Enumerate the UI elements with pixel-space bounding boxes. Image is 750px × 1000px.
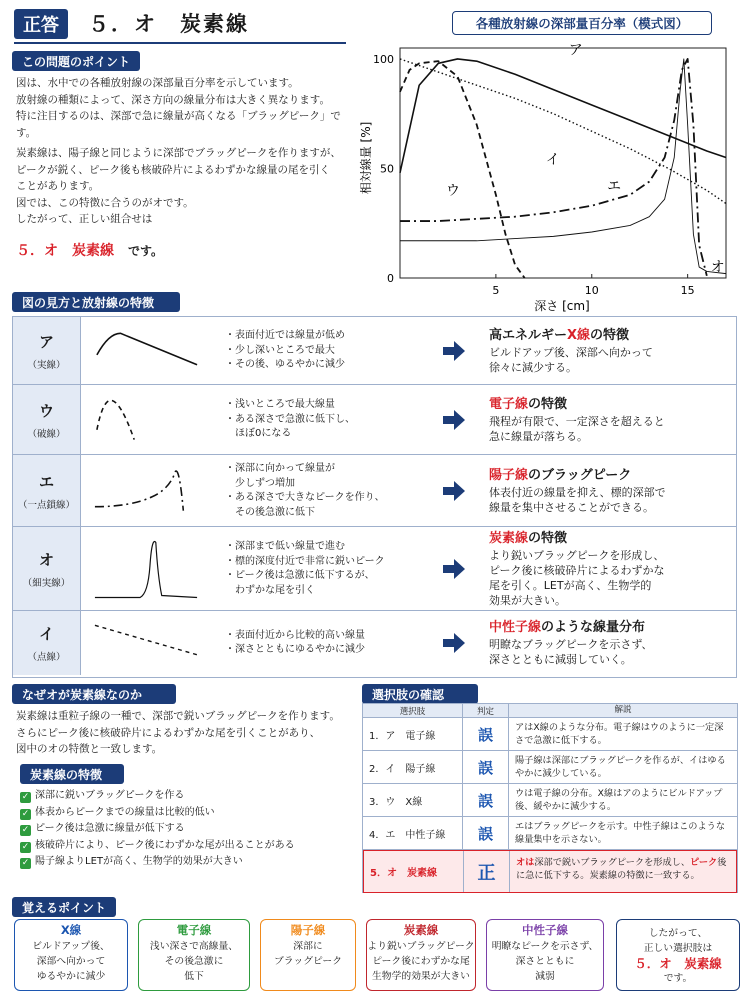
x-tick-label: 5 <box>492 284 500 297</box>
guide-result: 陽子線のブラッグピーク 体表付近の線量を抑え、標的深部で 線量を集中させることができる。 <box>489 467 666 514</box>
curve-sample-icon <box>91 391 201 449</box>
feature-item: ✓ 体表からピークまでの線量は比較的低い <box>21 806 215 819</box>
guide-label: オ （細実線） <box>13 527 81 610</box>
guide-label: イ （点線） <box>13 611 81 675</box>
choice-row: 2．イ 陽子線 誤 陽子線は深部にブラッグピークを作るが、イはゆるやかに減少している。 <box>363 751 737 784</box>
x-tick-label: 15 <box>680 284 695 297</box>
guide-bullets: ・表面付近から比較的高い線量 ・深さとともにゆるやかに減少 <box>225 629 365 655</box>
x-tick-label: 10 <box>584 284 599 297</box>
point-tab: この問題のポイント <box>12 51 140 71</box>
guide-bullets: ・深部まで低い線量で進む ・標的深度付近で非常に鋭いピーク ・ピーク後は急激に低下するが、 わずかな尾を引く <box>225 541 385 596</box>
arrow-right-icon <box>443 633 465 653</box>
y-tick-label: 100 <box>373 52 394 66</box>
series-label: イ <box>545 152 560 169</box>
series-label: オ <box>710 259 725 276</box>
curve-sample-icon <box>91 536 201 602</box>
y-tick-label: 0 <box>387 272 394 285</box>
guide-result: 炭素線の特徴 より鋭いブラッグピークを形成し、 ピーク後に核破砕片によるわずかな 尾を引く。LETが高く、生物学的 効果が大きい。 <box>489 530 665 607</box>
remember-box: 電子線 浅い深さで高線量、 その後急激に 低下 <box>138 919 250 991</box>
remember-box: 炭素線 より鋭いブラッグピーク ピーク後にわずかな尾 生物学的効果が大きい <box>366 919 476 991</box>
remember-box: 中性子線 明瞭なピークを示さず、 深さとともに 減弱 <box>486 919 604 991</box>
page-title: ５．オ 炭素線 <box>88 12 249 36</box>
dose-chart <box>352 40 742 318</box>
guide-label: エ （一点鎖線） <box>13 455 81 526</box>
plot-frame <box>400 48 726 278</box>
series-label: ア <box>568 42 583 59</box>
guide-table <box>12 316 737 678</box>
series-label: ウ <box>446 182 461 199</box>
feature-item: ✓ 陽子線よりLETが高く、生物学的効果が大きい <box>21 856 243 868</box>
feature-item: ✓ ピーク後は急激に線量が低下する <box>21 823 185 835</box>
guide-row <box>13 527 736 611</box>
guide-result: 中性子線のような線量分布 明瞭なブラッグピークを示さず、 深さとともに減弱していく。 <box>489 619 653 666</box>
guide-row <box>13 317 736 385</box>
arrow-right-icon <box>443 341 465 361</box>
point-answer: ５．オ 炭素線 です。 <box>16 243 164 259</box>
choices-header: 選択肢 判定 解説 <box>363 704 737 718</box>
guide-row <box>13 455 736 527</box>
series-line-solid <box>400 59 726 173</box>
guide-label: ア （実線） <box>13 317 81 384</box>
choice-row: 4．エ 中性子線 誤 エはブラッグピークを示す。中性子線はこのような線量集中を示さない。 <box>363 817 737 850</box>
answer-badge: 正答 <box>14 9 68 39</box>
choice-row: 1．ア 電子線 誤 アはX線のような分布。電子線はウのように一定深さで急激に低下する。 <box>363 718 737 751</box>
series-line-dashed <box>400 61 525 278</box>
arrow-right-icon <box>443 559 465 579</box>
guide-label: ウ （破線） <box>13 385 81 454</box>
series-label: エ <box>607 178 622 195</box>
remember-tab: 覚えるポイント <box>12 897 116 917</box>
x-axis-label: 深さ [cm] <box>534 299 590 313</box>
curve-sample-icon <box>91 323 201 379</box>
point-body: 図は、水中での各種放射線の深部量百分率を示しています。 放射線の種類によって、深さ方向の線量分布は大きく異なります。 特に注目するのは、深部で急に線量が高くなる「ブラッグピーク」です。 炭素線は、陽子線と同じように深部でブラッグピークを作りますが、 ピークが鋭く、ピーク後も核破砕片によるわずかな線量の尾を引く ことがあります。 図では、この特徴に合うのがオです。 したがって、正しい組合せは <box>16 77 341 225</box>
guide-bullets: ・浅いところで最大線量 ・ある深さで急激に低下し、 ほぼ0になる <box>225 399 355 440</box>
guide-bullets: ・深部に向かって線量が 少しずつ増加 ・ある深さで大きなピークを作り、 その後急激に低下 <box>225 463 385 518</box>
arrow-right-icon <box>443 410 465 430</box>
choices-tab: 選択肢の確認 <box>362 684 478 704</box>
remember-box: X線 ビルドアップ後、 深部へ向かって ゆるやかに減少 <box>14 919 128 991</box>
choice-row-correct: 5．オ 炭素線 正 オは深部で鋭いブラッグピークを形成し、ピーク後に急に低下する。炭素線の特徴に一致する。 <box>363 850 737 893</box>
guide-bullets: ・表面付近では線量が低め ・少し深いところで最大 ・その後、ゆるやかに減少 <box>225 330 345 371</box>
choices-table <box>362 703 738 893</box>
feature-list <box>20 788 360 871</box>
guide-row <box>13 385 736 455</box>
choice-row: 3．ウ X線 誤 ウは電子線の分布。X線はアのようにビルドアップ後、緩やかに減少する。 <box>363 784 737 817</box>
y-axis-label: 相対線量 [%] <box>359 121 373 195</box>
guide-row <box>13 611 736 675</box>
series-line-thin <box>400 59 726 274</box>
why-tab: なぜオが炭素線なのか <box>12 684 176 704</box>
why-body: 炭素線は重粒子線の一種で、深部で鋭いブラッグピークを作ります。 さらにピーク後に核破砕片によるわずかな尾を引くことがあり、 図中のオの特徴と一致します。 <box>16 710 340 755</box>
curve-sample-icon <box>91 617 201 669</box>
guide-result: 高エネルギーX線の特徴 ビルドアップ後、深部へ向かって 徐々に減少する。 <box>489 327 653 374</box>
feature-item: ✓ 核破砕片により、ピーク後にわずかな尾が出ることがある <box>21 839 295 852</box>
feature-tab: 炭素線の特徴 <box>20 764 124 784</box>
curve-sample-icon <box>91 461 201 521</box>
remember-box: 陽子線 深部に ブラッグピーク <box>260 919 356 991</box>
title-underline <box>14 42 346 44</box>
feature-item: ✓ 深部に鋭いブラッグピークを作る <box>21 790 185 802</box>
guide-tab: 図の見方と放射線の特徴 <box>12 292 180 312</box>
arrow-right-icon <box>443 481 465 501</box>
y-tick-label: 50 <box>380 162 394 176</box>
guide-result: 電子線の特徴 飛程が有限で、一定深さを超えると 急に線量が落ちる。 <box>489 396 665 443</box>
final-answer-box: したがって、 正しい選択肢は ５．オ 炭素線 です。 <box>616 919 740 991</box>
chart-title: 各種放射線の深部量百分率（模式図） <box>452 11 712 35</box>
